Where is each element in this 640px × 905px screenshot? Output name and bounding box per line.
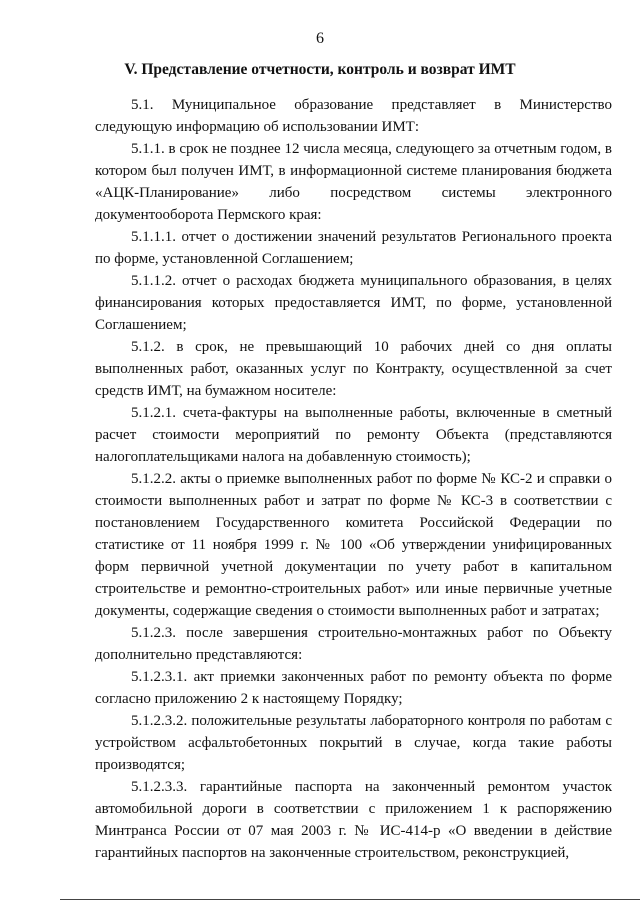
paragraph-5-1-1-2: 5.1.1.2. отчет о расходах бюджета муниципального образования, в целях финансирования которых предоставляется ИМТ, по форме, установленной Соглашением; — [95, 273, 612, 333]
section-heading: V. Представление отчетности, контроль и возврат ИМТ — [124, 61, 516, 78]
document-body — [95, 94, 612, 864]
scan-edge-line — [60, 899, 640, 900]
paragraph-5-1-2-2: 5.1.2.2. акты о приемке выполненных работ по форме № КС-2 и справки о стоимости выполненных работ и затрат по форме № КС-3 в соответствии с постановлением Государственного комитета Российской Федерации по статистике от 11 ноября 1999 г. № 100 «Об утверждении унифицированных форм первичной учетной документации по учету работ в капитальном строительстве и ремонтно-строительных работ» или иные первичные учетные документы, содержащие сведения о стоимости выполненных работ и затратах; — [95, 471, 612, 619]
page-number: 6 — [316, 30, 324, 47]
paragraph-5-1-1-1: 5.1.1.1. отчет о достижении значений результатов Регионального проекта по форме, установленной Соглашением; — [95, 229, 612, 267]
paragraph-5-1-1: 5.1.1. в срок не позднее 12 числа месяца, следующего за отчетным годом, в котором был получен ИМТ, в информационной системе планирования бюджета «АЦК-Планирование» либо посредством системы электронного документооборота Пермского края: — [95, 141, 612, 223]
paragraph-5-1-2: 5.1.2. в срок, не превышающий 10 рабочих дней со дня оплаты выполненных работ, оказанных услуг по Контракту, осуществленной за счет средств ИМТ, на бумажном носителе: — [95, 339, 612, 399]
paragraph-5-1-2-3-2: 5.1.2.3.2. положительные результаты лабораторного контроля по работам с устройством асфальтобетонных покрытий в случае, когда такие работы производятся; — [95, 713, 612, 773]
paragraph-5-1-2-1: 5.1.2.1. счета-фактуры на выполненные работы, включенные в сметный расчет стоимости мероприятий по ремонту Объекта (представляются налогоплательщиками налога на добавленную стоимость); — [95, 405, 612, 465]
paragraph-5-1: 5.1. Муниципальное образование представляет в Министерство следующую информацию об использовании ИМТ: — [95, 97, 612, 135]
paragraph-5-1-2-3-1: 5.1.2.3.1. акт приемки законченных работ по ремонту объекта по форме согласно приложению 2 к настоящему Порядку; — [95, 669, 612, 707]
paragraph-5-1-2-3: 5.1.2.3. после завершения строительно-монтажных работ по Объекту дополнительно представляются: — [95, 625, 612, 663]
paragraph-5-1-2-3-3: 5.1.2.3.3. гарантийные паспорта на законченный ремонтом участок автомобильной дороги в соответствии с приложением 1 к распоряжению Минтранса России от 07 мая 2003 г. № ИС-414-р «О введении в действие гарантийных паспортов на законченные строительством, реконструкцией, — [95, 779, 612, 861]
